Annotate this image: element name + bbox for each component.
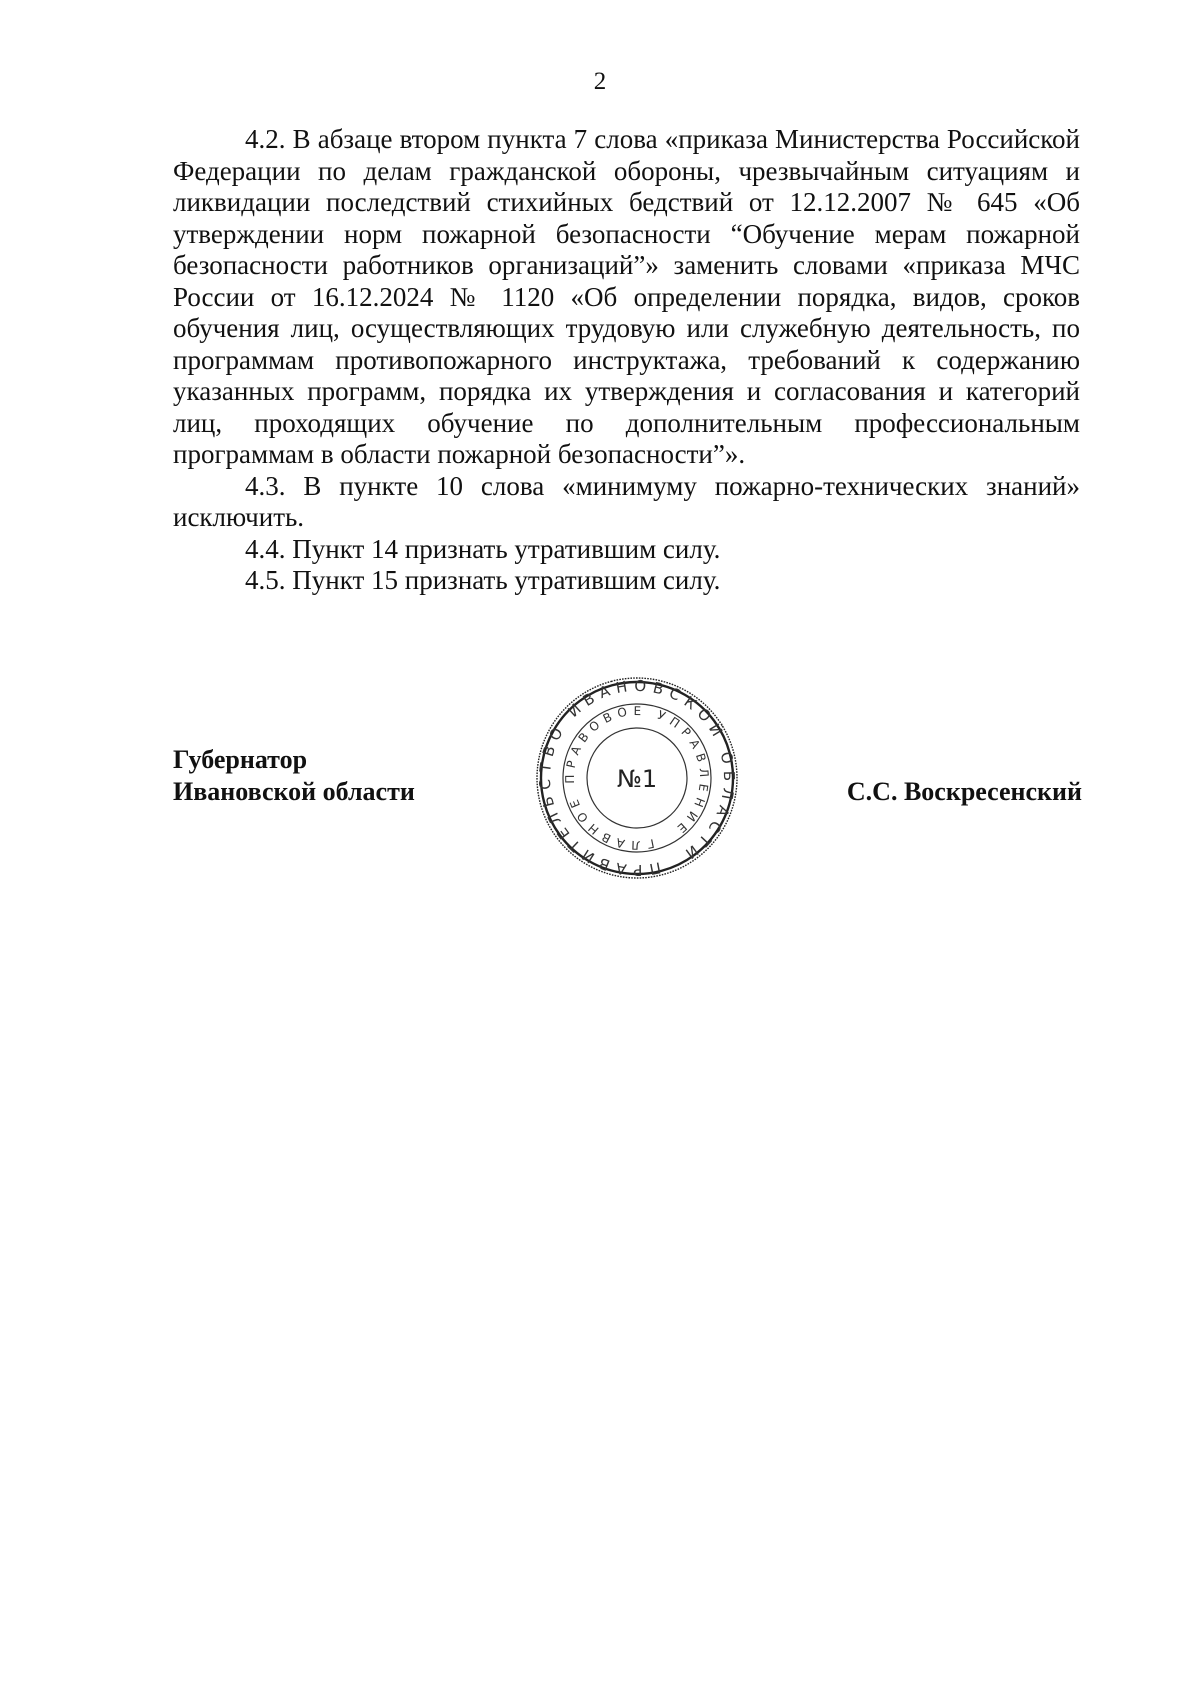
seal-outer-text: ПРАВИТЕЛЬСТВО ИВАНОВСКОЙ ОБЛАСТИ bbox=[535, 676, 739, 880]
paragraph-4-3: 4.3. В пункте 10 слова «минимуму пожарно-технических знаний» исключить. bbox=[173, 470, 1080, 532]
seal-center-number: №1 bbox=[616, 765, 658, 793]
signatory-name: С.С. Воскресенский bbox=[846, 777, 1082, 806]
paragraph-4-2: 4.2. В абзаце втором пункта 7 слова «приказа Министерства Российской Федерации по делам гражданской обороны, чрезвычайным ситуациям и ликвидации последствий стихийных бедствий от 12.12.2007 № 645 «Об утверждении норм пожарной безопасности “Обучение мерам пожарной безопасности работников организаций”» заменить словами «приказа МЧС России от 16.12.2024 № 1120 «Об определении порядка, видов, сроков обучения лиц, осуществляющих трудовую или служебную деятельность, по программам противопожарного инструктажа, требований к содержанию указанных программ, порядка их утверждения и согласования и категорий лиц, проходящих обучение по дополнительным профессиональным программам в области пожарной безопасности”». bbox=[173, 124, 1080, 469]
paragraph-4-4: 4.4. Пункт 14 признать утратившим силу. bbox=[245, 533, 721, 564]
signatory-title-line1: Губернатор bbox=[173, 745, 308, 774]
signatory-title-line2: Ивановской области bbox=[173, 777, 415, 806]
paragraph-4-5: 4.5. Пункт 15 признать утратившим силу. bbox=[245, 565, 721, 595]
document-body bbox=[173, 124, 1080, 597]
signatory-title bbox=[173, 744, 415, 808]
official-seal bbox=[534, 675, 740, 881]
page-number: 2 bbox=[593, 68, 607, 95]
seal-inner-text: ГЛАВНОЕ ПРАВОВОЕ УПРАВЛЕНИЕ bbox=[562, 703, 712, 853]
